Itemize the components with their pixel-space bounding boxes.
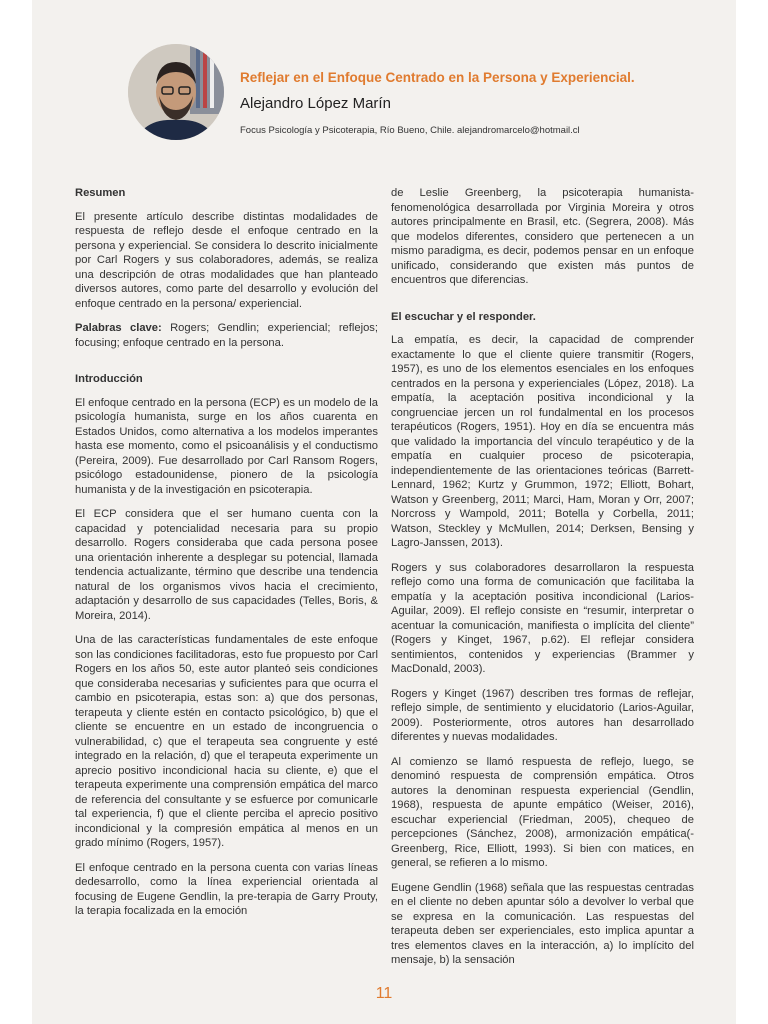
abstract-text: El presente artículo describe distintas modalidades de respuesta de reflejo desde el enfoque centrado en la persona y experiencial. Se considera lo descrito inicialmente por Carl Rogers y sus colaboradores, además, se realiza una descripción de otras modalidades que han planteado diversos autores, como parte del desarrollo y evolución del enfoque centrado en la persona/ experiencial. xyxy=(75,210,378,310)
author-affiliation: Focus Psicología y Psicoterapia, Río Bueno, Chile. alejandromarcelo@hotmail.cl xyxy=(240,125,580,136)
intro-paragraph-3: Una de las características fundamentales de este enfoque son las condiciones facilitadoras, esto fue propuesto por Carl Rogers en los años 50, este autor planteó seis condiciones que consideraba necesarias y suficientes para que ocurra el cambio en psicoterapia, estas son: a) que dos personas, terapeuta y cliente estén en contacto psicológico, b) que el cliente se encuentre en un estado de incongruencia o vulnerabilidad, c) que el terapeuta sea congruente y esté integrado en la relación, d) que el terapeuta experimente un aprecio positivo incondicional hacia su cliente, e) que el terapeuta experimente una comprensión empática del marco de referencia del consultante y se esfuerce por comunicarle tal experiencia, f) que el cliente perciba el aprecio positivo incondicional y la compresión empática al menos en un grado mínimo (Rogers, 1957). xyxy=(75,634,378,849)
author-portrait-image xyxy=(128,44,224,140)
intro-paragraph-2: El ECP considera que el ser humano cuenta con la capacidad y potencialidad necesaria para su propio desarrollo. Rogers consideraba que cada persona posee una orientación inherente a desplegar su potencial, llamada tendencia actualizante, término que describe una tendencia natural de los organismos vivos hacia el crecimiento, adaptación y desarrollo de sus capacidades (Telles, Boris, & Moreira, 2014). xyxy=(75,508,378,622)
abstract-heading: Resumen xyxy=(75,187,126,199)
keywords-text: Rogers; Gendlin; experiencial; reflejos; focusing; enfoque centrado en la persona. xyxy=(75,322,378,349)
left-column xyxy=(75,186,378,929)
intro-paragraph-1: El enfoque centrado en la persona (ECP) es un modelo de la psicología humanista, surge en los años cuarenta en Estados Unidos, como alternativa a los modelos imperantes hasta ese momento, como el psicoanálisis y el conductismo (Pereira, 2009). Fue desarrollado por Carl Ransom Rogers, psicólogo estadounidense, pionero de la psicología humanista y de la investigación en psicoterapia. xyxy=(75,396,378,496)
keywords xyxy=(75,321,378,350)
right-paragraph-1: La empatía, es decir, la capacidad de comprender exactamente lo que el cliente quiere transmitir (Rogers, 1957), es uno de los elementos esenciales en los enfoques centrados en la persona y experienciales (López, 2018). La empatía, la aceptación positiva incondicional y la congruenciae jercen un rol fundalmental en los procesos terapéuticos (Rogers, 1951). Hoy en día se encuentra más que validado la importancia del vínculo terapéutico y de la empatía en cualquier proceso de psicoterapia, independientemente de las orientaciones teóricas (Barrett-Lennard, 1962; Kurtz y Grummon, 1972; Elliott, Bohart, Watson y Greenberg, 2011; Marci, Ham, Moran y Orr, 2007; Norcross y Wampold, 2011; Botella y Corbella, 2011; Watson, Steckley y McMullen, 2014; Derksen, Bensing y Lagro-Janssen, 2013). xyxy=(391,334,694,549)
keywords-label: Palabras clave: xyxy=(75,322,162,334)
journal-page xyxy=(32,0,736,1024)
section-heading: El escuchar y el responder. xyxy=(391,310,536,323)
right-paragraph-3: Rogers y Kinget (1967) describen tres formas de reflejar, reflejo simple, de sentimiento y elucidatorio (Larios-Aguilar, 2009). Posteriormente, otros autores han desarrollado diferentes y nuevas modalidades. xyxy=(391,687,694,743)
right-column xyxy=(391,186,694,978)
right-paragraph-0: de Leslie Greenberg, la psicoterapia humanista-fenomenológica desarrollada por Virginia Moreira y otros autores principalmente en Brasil, etc. (Segrera, 2008). Más que modelos diferentes, considero que pertenecen a un mismo paradigma, es decir, podemos pensar en un enfoque unificado, considerando que existen más puntos de encuentros que diferencias. xyxy=(391,187,694,286)
right-paragraph-5: Eugene Gendlin (1968) señala que las respuestas centradas en el cliente no deben apuntar sólo a devolver lo verbal que se expresa en la comunicación. Las respuestas del terapeuta deben ser experienciales, esto implica apuntar a tres elementos claves en la interacción, a) lo implícito del mensaje, b) la sensación xyxy=(391,881,694,966)
right-paragraph-4: Al comienzo se llamó respuesta de reflejo, luego, se denominó respuesta de comprensión empática. Otros autores la denominan respuesta experiencial (Gendlin, 1968), respuesta de apunte empático (Weiser, 2016), escuchar experiencial (Friedman, 2005), chequeo de percepciones (Sánchez, 2008), armonización empática(-Greenberg, Rice, Elliott, 1993). Si bien con matices, en general, se refieren a lo mismo. xyxy=(391,755,694,869)
article-title: Reflejar en el Enfoque Centrado en la Persona y Experiencial. xyxy=(240,70,635,85)
author-photo xyxy=(128,44,224,140)
intro-paragraph-4: El enfoque centrado en la persona cuenta con varias líneas dedesarrollo, como la línea experiencial orientada al focusing de Eugene Gendlin, la pre-terapia de Garry Prouty, la terapia focalizada en la emoción xyxy=(75,861,378,917)
author-name: Alejandro López Marín xyxy=(240,95,391,112)
intro-heading: Introducción xyxy=(75,373,143,385)
right-paragraph-2: Rogers y sus colaboradores desarrollaron la respuesta reflejo como una forma de comunicación que facilitaba la empatía y la aceptación positiva incondicional (Larios-Aguilar, 2009). El reflejo consiste en “resumir, interpretar o acentuar la comunicación, manifiesta o implícita del cliente” (Rogers y Kinget, 1967, p.62). El reflejar considera sentimientos, contenidos y experiencias (Brammer y MacDonald, 2003). xyxy=(391,561,694,675)
page-number: 11 xyxy=(375,985,393,1002)
